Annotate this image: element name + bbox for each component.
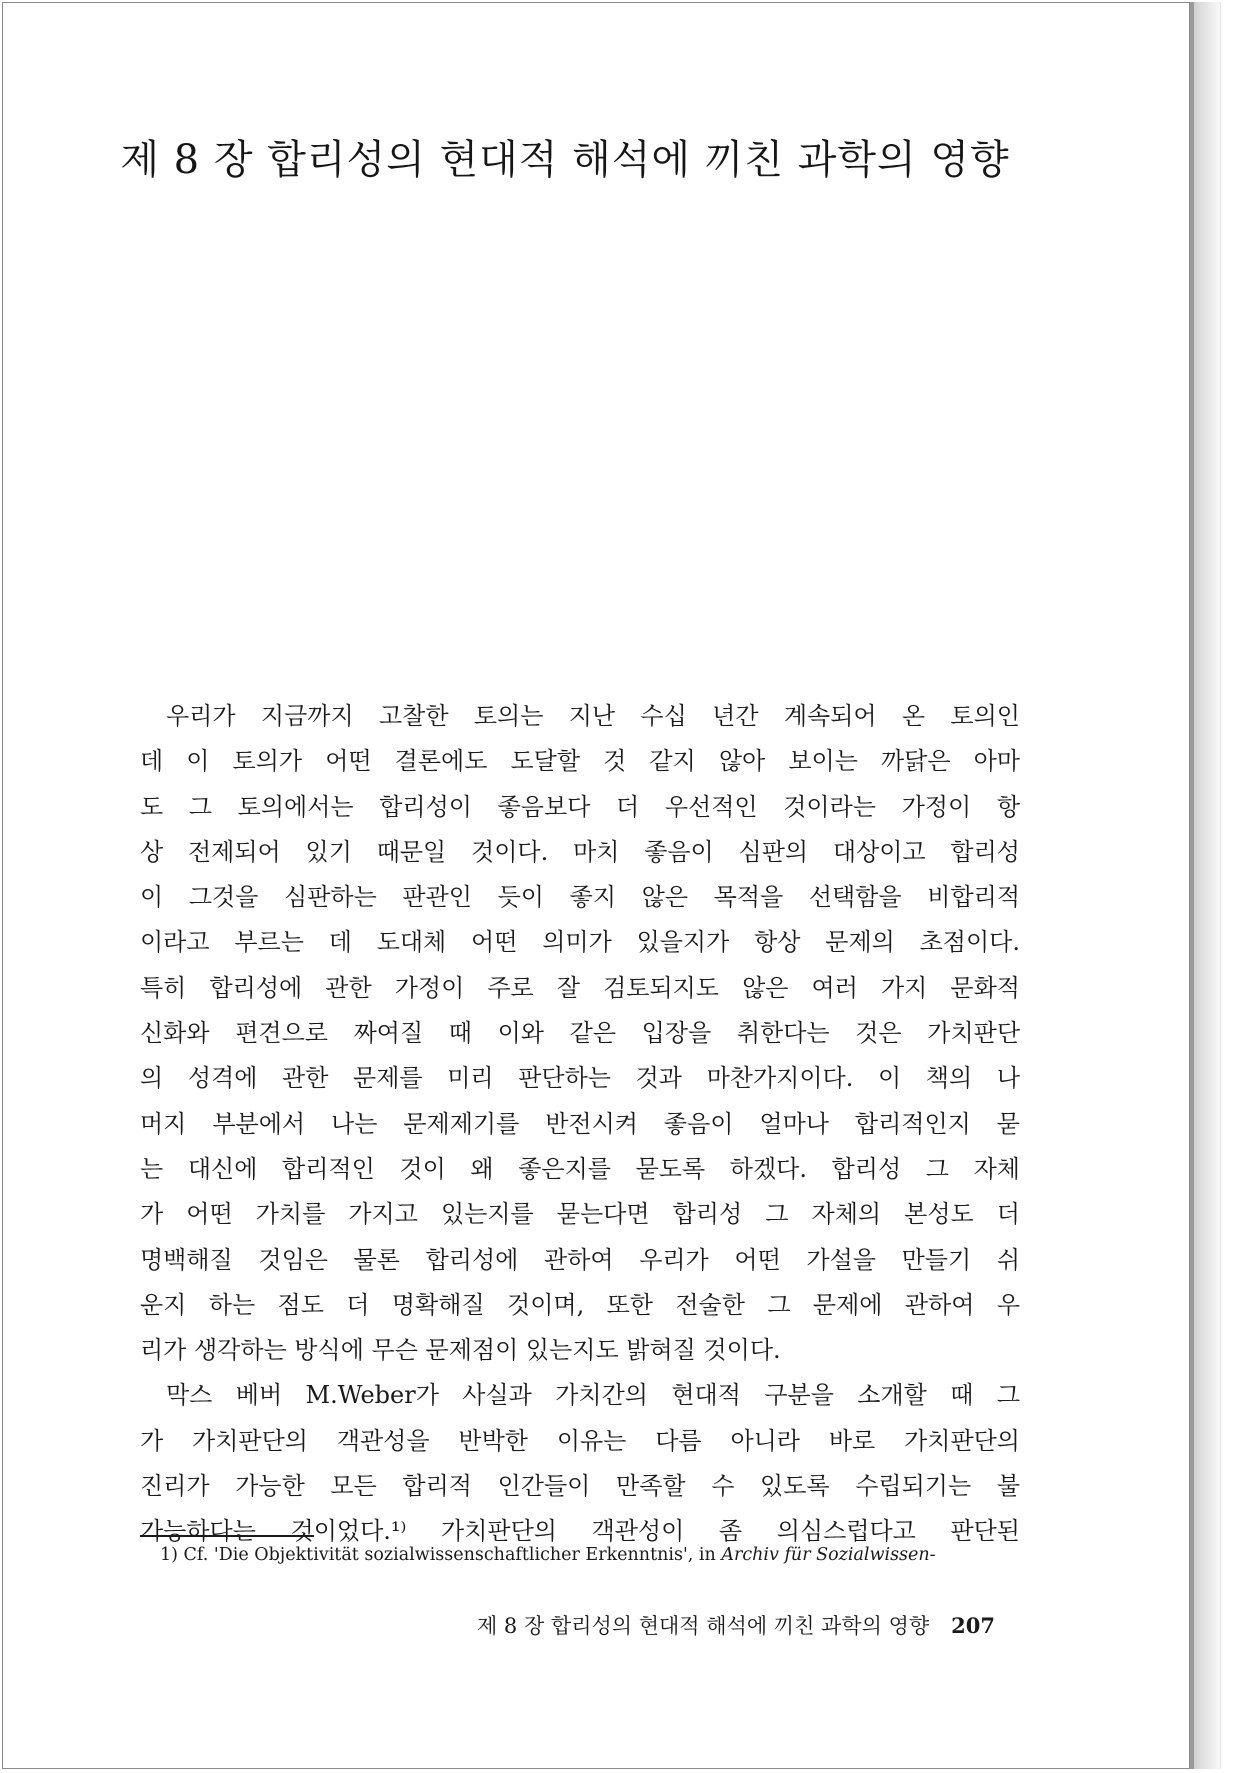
footnote-journal-title: Archiv für Sozialwissen-	[721, 1545, 936, 1565]
paragraph-line: 데 이 토의가 어떤 결론에도 도달할 것 같지 않아 보이는 까닭은 아마	[140, 747, 1020, 776]
footnote-divider	[140, 1535, 314, 1537]
paragraph-line: 우리가 지금까지 고찰한 토의는 지난 수십 년간 계속되어 온 토의인	[166, 702, 1020, 730]
paragraph-line: 명백해질 것임은 물론 합리성에 관하여 우리가 어떤 가설을 만들기 쉬	[140, 1245, 1020, 1274]
paragraph-line: 머지 부분에서 나는 문제제기를 반전시켜 좋음이 얼마나 합리적인지 묻	[140, 1109, 1020, 1138]
paragraph-line: 리가 생각하는 방식에 무슨 문제점이 있는지도 밝혀질 것이다.	[140, 1336, 781, 1365]
paragraph-line: 는 대신에 합리적인 것이 왜 좋은지를 묻도록 하겠다. 합리성 그 자체	[140, 1154, 1020, 1183]
paragraph-line: 상 전제되어 있기 때문일 것이다. 마치 좋음이 심판의 대상이고 합리성	[140, 837, 1020, 866]
paragraph-line: 가 어떤 가치를 가지고 있는지를 묻는다면 합리성 그 자체의 본성도 더	[140, 1200, 1020, 1229]
paragraph-line: 운지 하는 점도 더 명확해질 것이며, 또한 전술한 그 문제에 관하여 우	[140, 1290, 1020, 1319]
body-text	[140, 694, 1020, 1555]
paragraph-line: 특히 합리성에 관한 가정이 주로 잘 검토되지도 않은 여러 가지 문화적	[140, 973, 1020, 1002]
paragraph-line: 이라고 부르는 데 도대체 어떤 의미가 있을지가 항상 문제의 초점이다.	[140, 928, 1020, 957]
footnote	[160, 1542, 1030, 1568]
page-edge-line	[1190, 2, 1194, 1769]
running-footer-title: 제 8 장 합리성의 현대적 해석에 끼친 과학의 영향	[476, 1614, 930, 1638]
paragraph-line: 도 그 토의에서는 합리성이 좋음보다 더 우선적인 것이라는 가정이 항	[140, 792, 1020, 821]
footnote-text: 1) Cf. 'Die Objektivität sozialwissenschaftlicher Erkenntnis', in	[160, 1545, 722, 1565]
paragraph-line: 막스 베버 M.Weber가 사실과 가치간의 현대적 구분을 소개할 때 그	[166, 1381, 1020, 1410]
page-edge-shadow	[1190, 2, 1221, 1769]
page-number: 207	[951, 1613, 995, 1638]
paragraph-line: 진리가 가능한 모든 합리적 인간들이 만족할 수 있도록 수립되기는 불	[140, 1472, 1020, 1501]
running-footer	[355, 1611, 995, 1641]
chapter-title: 제 8 장 합리성의 현대적 해석에 끼친 과학의 영향	[120, 137, 1010, 183]
paragraph-line: 가 가치판단의 객관성을 반박한 이유는 다름 아니라 바로 가치판단의	[140, 1426, 1020, 1455]
paragraph-line: 가능하다는 것이었다.¹⁾ 가치판단의 객관성이 좀 의심스럽다고 판단된	[140, 1517, 1020, 1546]
paragraph-line: 의 성격에 관한 문제를 미리 판단하는 것과 마찬가지이다. 이 책의 나	[140, 1064, 1020, 1093]
paragraph-line: 이 그것을 심판하는 판관인 듯이 좋지 않은 목적을 선택함을 비합리적	[140, 883, 1020, 912]
paragraph-line: 신화와 편견으로 짜여질 때 이와 같은 입장을 취한다는 것은 가치판단	[140, 1019, 1020, 1048]
